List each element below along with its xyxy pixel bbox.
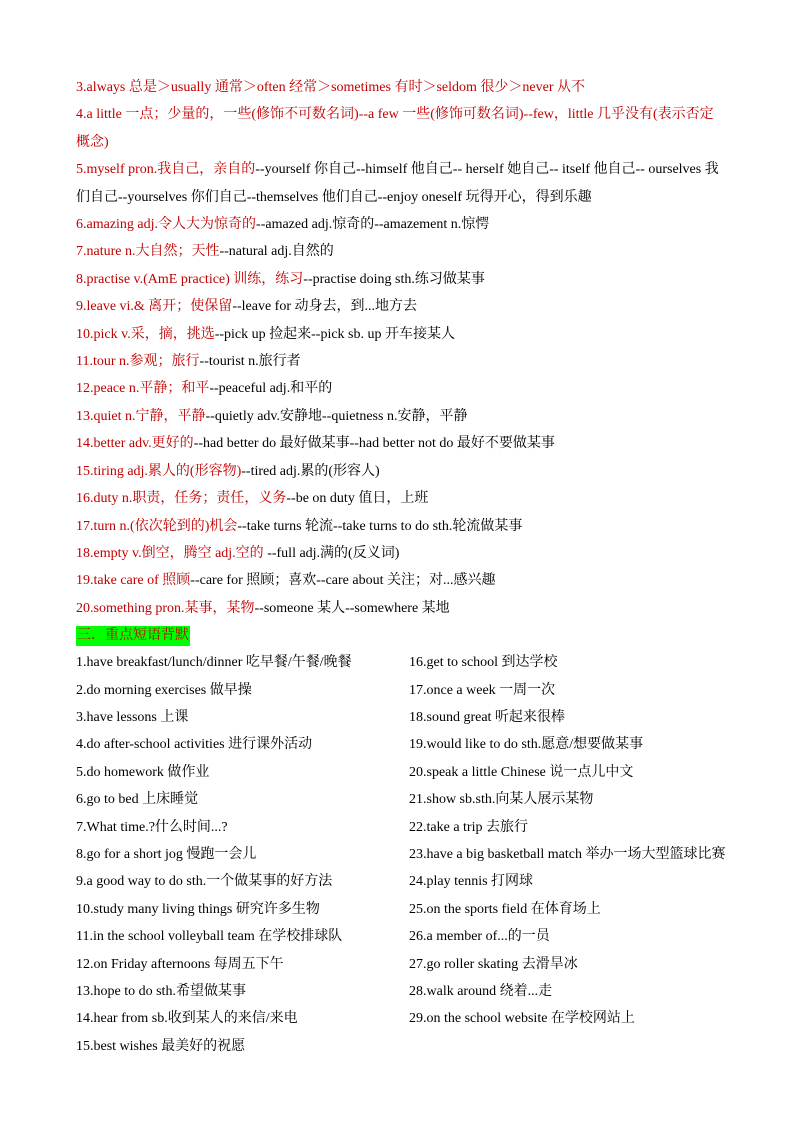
vocab-term: 3.always 总是＞usually 通常＞often 经常＞sometimes 有时＞seldom 很少＞never 从不 bbox=[76, 80, 585, 95]
document-page bbox=[76, 74, 726, 1060]
vocabulary-list bbox=[76, 74, 726, 622]
vocab-derivatives: --had better do 最好做某事--had better not do 最好不要做某事 bbox=[193, 436, 555, 452]
phrase-item-left: 8.go for a short jog 慢跑一会儿 bbox=[76, 846, 257, 862]
vocab-derivatives: --quietly adv.安静地--quietness n.安静，平静 bbox=[205, 408, 468, 424]
phrase-grid bbox=[76, 649, 726, 1060]
vocab-term: 13.quiet n.宁静，平静 bbox=[76, 408, 206, 424]
phrase-item-left: 2.do morning exercises 做早操 bbox=[76, 682, 252, 698]
phrase-item-left: 6.go to bed 上床睡觉 bbox=[76, 792, 199, 808]
vocab-item bbox=[76, 211, 726, 238]
vocab-term: 16.duty n.职责，任务；责任，义务 bbox=[76, 491, 287, 507]
vocab-term: 17.turn n.(依次轮到的)机会 bbox=[76, 518, 238, 534]
phrase-item-left: 10.study many living things 研究许多生物 bbox=[76, 901, 320, 917]
phrase-item-left: 11.in the school volleyball team 在学校排球队 bbox=[76, 929, 343, 945]
phrase-item-right: 25.on the sports field 在体育场上 bbox=[409, 901, 601, 917]
vocab-term: 19.take care of 照顾 bbox=[76, 573, 191, 589]
vocab-term: 15.tiring adj.累人的(形容物) bbox=[76, 463, 242, 479]
phrase-item-right: 23.have a big basketball match 举办一场大型篮球比赛 bbox=[409, 846, 726, 862]
vocab-item bbox=[76, 540, 726, 567]
vocab-item bbox=[76, 513, 726, 540]
phrase-item-right: 24.play tennis 打网球 bbox=[409, 874, 534, 890]
vocab-term: 5.myself pron.我自己，亲自的 bbox=[76, 162, 256, 178]
phrase-item-left: 15.best wishes 最美好的祝愿 bbox=[76, 1038, 246, 1054]
vocab-item bbox=[76, 375, 726, 402]
vocab-item bbox=[76, 293, 726, 320]
phrase-item-right: 18.sound great 听起来很棒 bbox=[409, 709, 565, 725]
phrase-item-left: 13.hope to do sth.希望做某事 bbox=[76, 984, 246, 999]
vocab-term: 18.empty v.倒空，腾空 adj.空的 bbox=[76, 545, 264, 561]
vocab-term: 10.pick v.采，摘，挑选 bbox=[76, 326, 215, 342]
vocab-item bbox=[76, 156, 726, 211]
vocab-term: 20.something pron.某事，某物 bbox=[76, 600, 255, 616]
vocab-term: 4.a little 一点；少量的，一些(修饰不可数名词)--a few 一些(修饰可数名词)--few，little 几乎没有(表示否定概念) bbox=[76, 107, 714, 150]
phrase-item-right: 27.go roller skating 去滑旱冰 bbox=[409, 956, 578, 972]
phrase-item-left: 1.have breakfast/lunch/dinner 吃早餐/午餐/晚餐 bbox=[76, 655, 352, 671]
vocab-derivatives: --yourself 你自己--himself 他自己-- herself 她自己-- itself 他自己-- ourselves 我们自己--yourselves 你们自己--themselves 他们自己--enjoy oneself 玩得开心，得到乐趣 bbox=[76, 162, 719, 205]
phrase-item-left: 9.a good way to do sth.一个做某事的好方法 bbox=[76, 874, 333, 890]
vocab-item bbox=[76, 403, 726, 430]
vocab-derivatives: --tired adj.累的(形容人) bbox=[241, 463, 380, 479]
phrase-item-left: 5.do homework 做作业 bbox=[76, 764, 210, 780]
vocab-item bbox=[76, 485, 726, 512]
vocab-item bbox=[76, 266, 726, 293]
phrase-item-right: 20.speak a little Chinese 说一点儿中文 bbox=[409, 764, 634, 780]
vocab-derivatives: --amazed adj.惊奇的--amazement n.惊愕 bbox=[256, 217, 490, 233]
vocab-derivatives: --peaceful adj.和平的 bbox=[209, 381, 333, 397]
vocab-item bbox=[76, 567, 726, 594]
vocab-term: 9.leave vi.& 离开；使保留 bbox=[76, 299, 233, 315]
vocab-derivatives: --care for 照顾；喜欢--care about 关注；对...感兴趣 bbox=[190, 573, 496, 589]
vocab-item bbox=[76, 321, 726, 348]
phrase-item-left: 14.hear from sb.收到某人的来信/来电 bbox=[76, 1011, 298, 1027]
vocab-term: 8.practise v.(AmE practice) 训练，练习 bbox=[76, 271, 304, 287]
phrase-item-left: 3.have lessons 上课 bbox=[76, 709, 189, 725]
vocab-item bbox=[76, 430, 726, 457]
vocab-item bbox=[76, 348, 726, 375]
vocab-term: 14.better adv.更好的 bbox=[76, 436, 194, 452]
vocab-derivatives: --take turns 轮流--take turns to do sth.轮流做某事 bbox=[237, 518, 523, 534]
vocab-item bbox=[76, 74, 726, 101]
phrase-item-right: 29.on the school website 在学校网站上 bbox=[409, 1011, 635, 1027]
section-heading-wrapper bbox=[76, 622, 726, 649]
phrase-item-right: 16.get to school 到达学校 bbox=[409, 655, 558, 671]
vocab-term: 11.tour n.参观；旅行 bbox=[76, 354, 200, 370]
vocab-item bbox=[76, 238, 726, 265]
vocab-item bbox=[76, 458, 726, 485]
vocab-derivatives: --full adj.满的(反义词) bbox=[263, 545, 400, 561]
phrase-item-right: 17.once a week 一周一次 bbox=[409, 682, 556, 698]
vocab-derivatives: --pick up 捡起来--pick sb. up 开车接某人 bbox=[214, 326, 456, 342]
phrase-item-right: 28.walk around 绕着...走 bbox=[409, 984, 553, 999]
phrase-item-right: 22.take a trip 去旅行 bbox=[409, 819, 528, 835]
vocab-term: 6.amazing adj.令人大为惊奇的 bbox=[76, 217, 257, 233]
vocab-derivatives: --natural adj.自然的 bbox=[219, 244, 334, 260]
vocab-term: 7.nature n.大自然；天性 bbox=[76, 244, 220, 260]
vocab-derivatives: --practise doing sth.练习做某事 bbox=[303, 271, 485, 287]
phrase-item-right: 26.a member of...的一员 bbox=[409, 929, 550, 945]
vocab-derivatives: --leave for 动身去，到...地方去 bbox=[232, 299, 417, 315]
phrase-item-left: 12.on Friday afternoons 每周五下午 bbox=[76, 956, 284, 972]
phrase-item-right: 21.show sb.sth.向某人展示某物 bbox=[409, 792, 594, 808]
vocab-item bbox=[76, 595, 726, 622]
vocab-derivatives: --someone 某人--somewhere 某地 bbox=[254, 600, 450, 616]
phrase-item-right: 19.would like to do sth.愿意/想要做某事 bbox=[409, 737, 644, 753]
vocab-derivatives: --be on duty 值日，上班 bbox=[286, 491, 429, 507]
phrase-item-left: 4.do after-school activities 进行课外活动 bbox=[76, 737, 313, 753]
section-heading: 三．重点短语背默 bbox=[76, 626, 190, 646]
vocab-derivatives: --tourist n.旅行者 bbox=[199, 354, 301, 370]
vocab-term: 12.peace n.平静；和平 bbox=[76, 381, 210, 397]
phrase-item-right bbox=[409, 1033, 726, 1060]
phrase-item-left: 7.What time.?什么时间...? bbox=[76, 819, 228, 835]
vocab-item bbox=[76, 101, 726, 156]
